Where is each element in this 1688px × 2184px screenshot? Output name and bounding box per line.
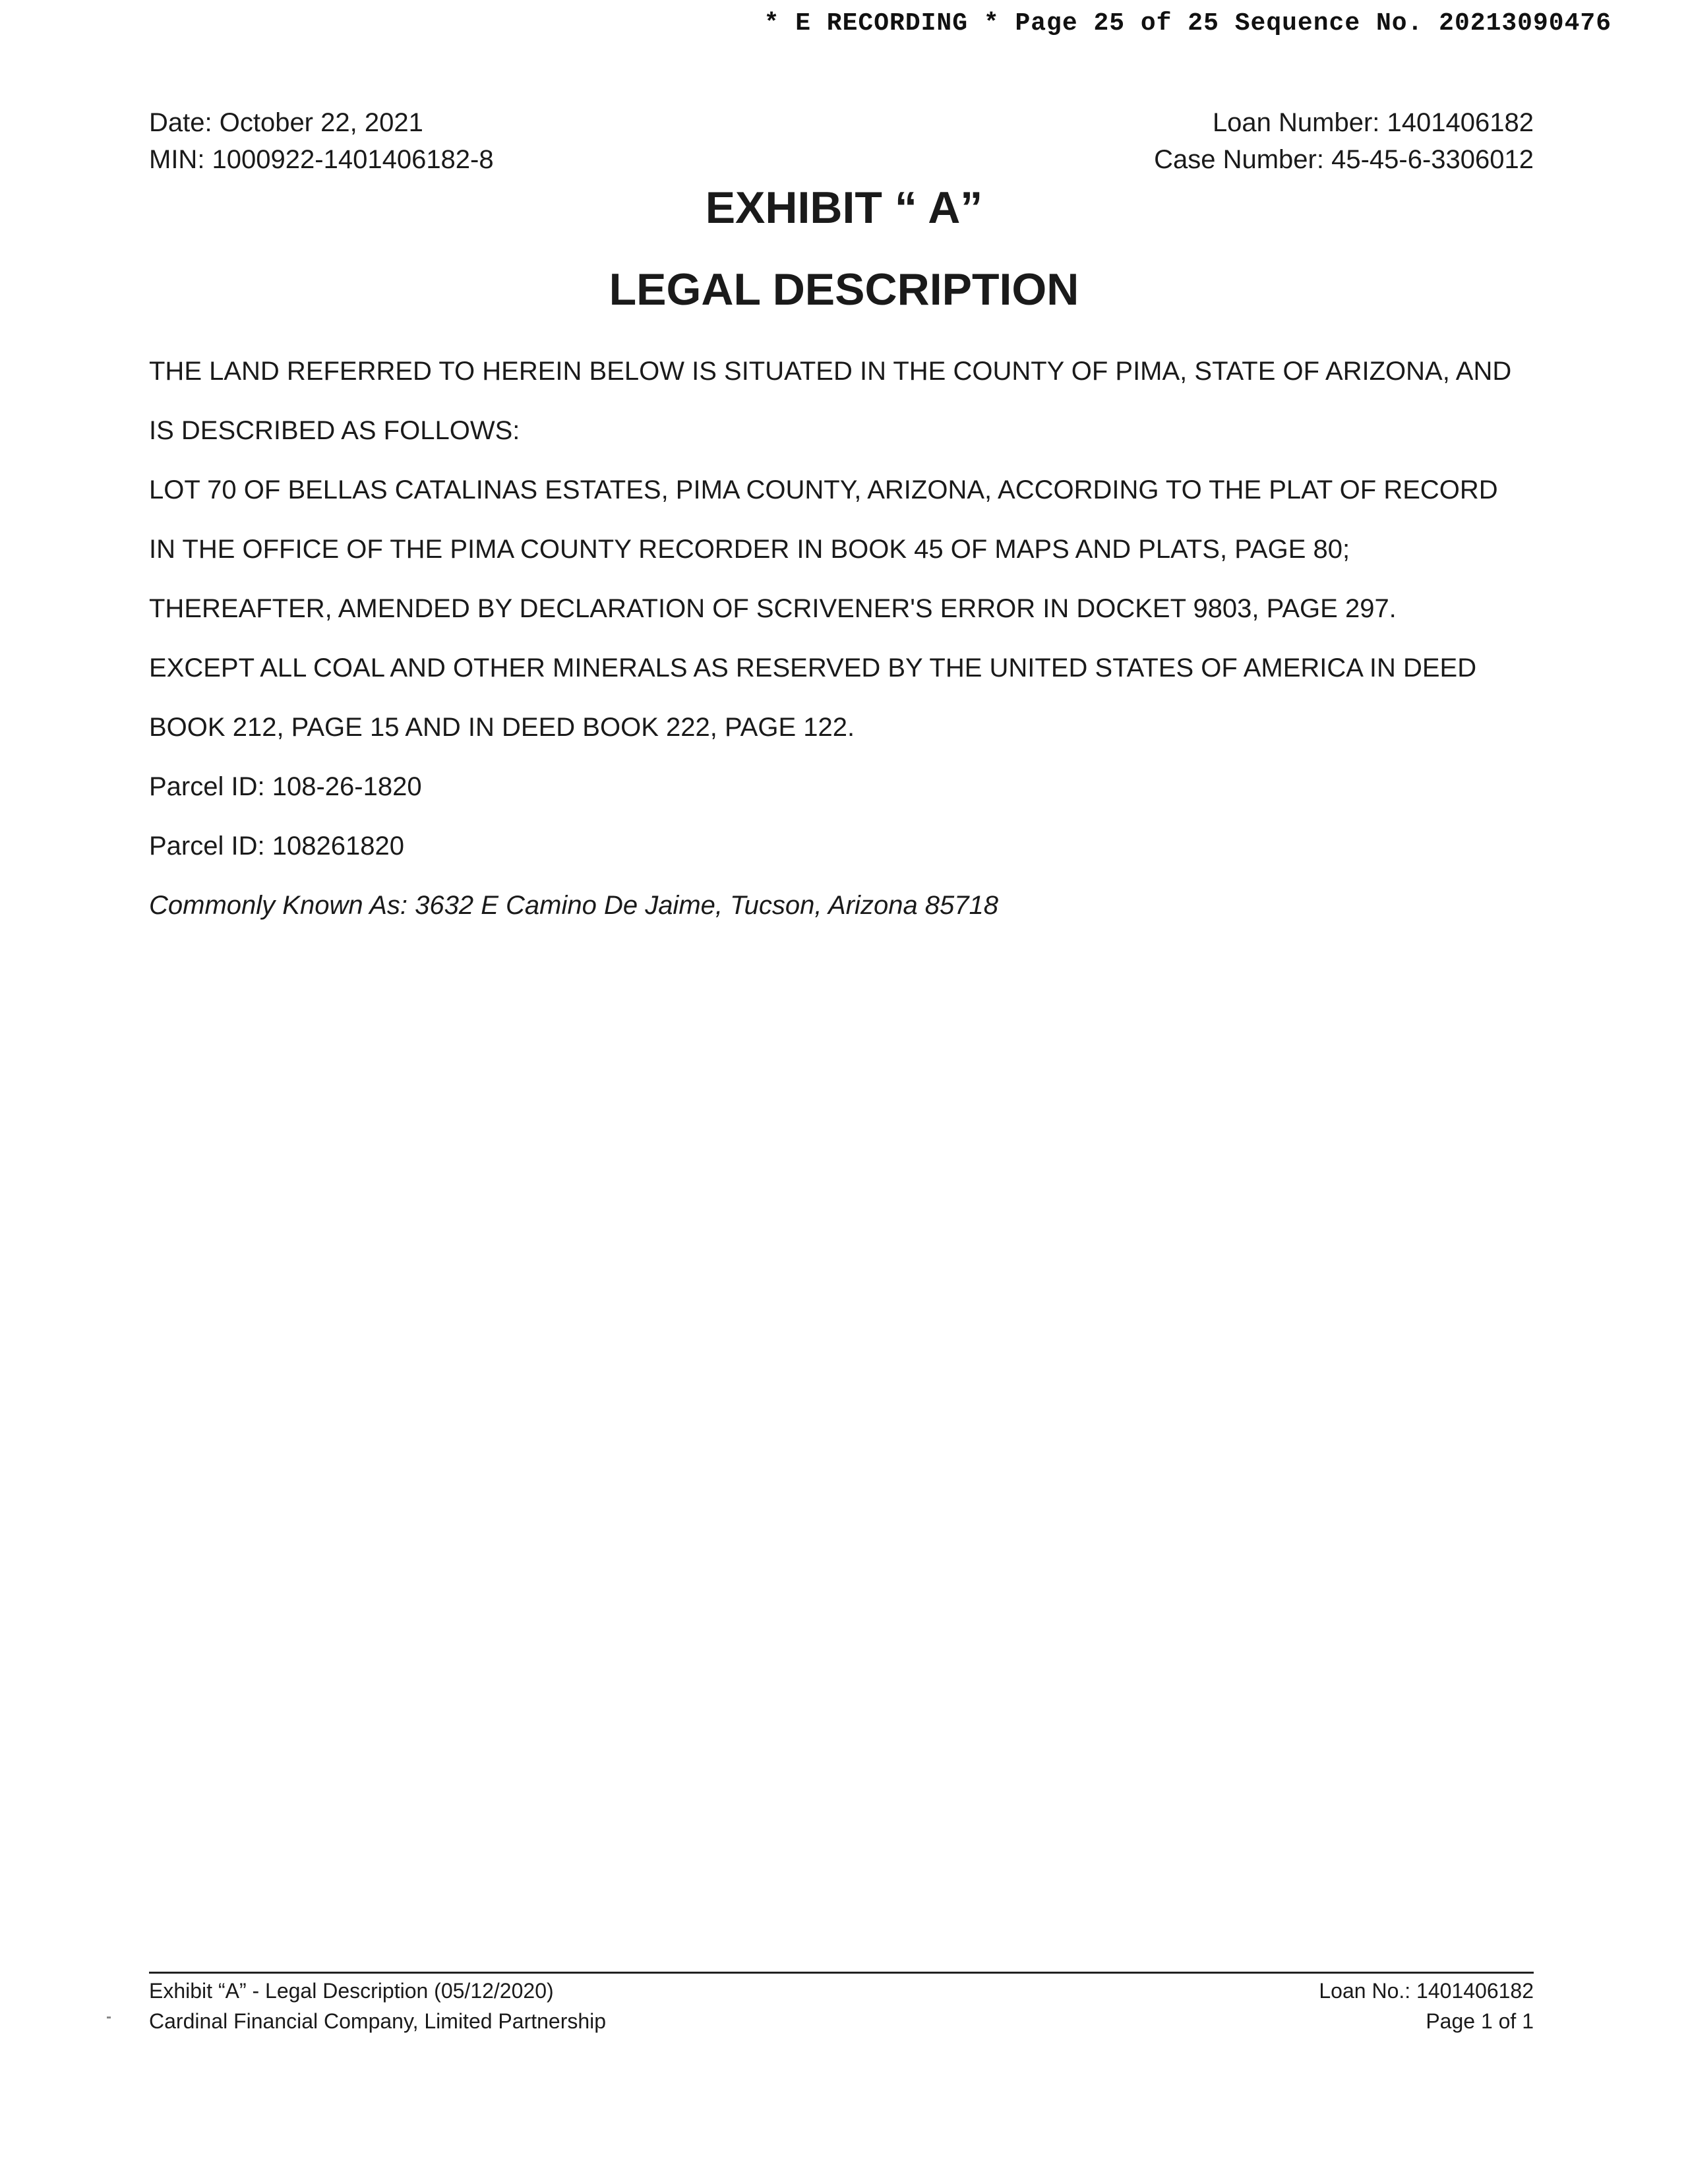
body-line: EXCEPT ALL COAL AND OTHER MINERALS AS RESERVED BY THE UNITED STATES OF AMERICA IN DEED <box>149 653 1477 682</box>
parcel-id: Parcel ID: 108261820 <box>149 832 404 861</box>
commonly-known-as: Commonly Known As: 3632 E Camino De Jaime, Tucson, Arizona 85718 <box>149 891 999 920</box>
body-line: BOOK 212, PAGE 15 AND IN DEED BOOK 222, PAGE 122. <box>149 713 855 742</box>
body-line: IN THE OFFICE OF THE PIMA COUNTY RECORDER IN BOOK 45 OF MAPS AND PLATS, PAGE 80; <box>149 535 1350 564</box>
scan-mark <box>107 2017 111 2018</box>
loan-number: Loan Number: 1401406182 <box>1212 108 1534 137</box>
recording-stamp: * E RECORDING * Page 25 of 25 Sequence No. 20213090476 <box>764 9 1612 38</box>
legal-description-body <box>149 342 1547 935</box>
footer-loan-number: Loan No.: 1401406182 <box>1319 1979 1534 2003</box>
body-line: LOT 70 OF BELLAS CATALINAS ESTATES, PIMA COUNTY, ARIZONA, ACCORDING TO THE PLAT OF RECORD <box>149 475 1498 504</box>
body-line: IS DESCRIBED AS FOLLOWS: <box>149 416 520 445</box>
legal-description-title: LEGAL DESCRIPTION <box>609 264 1079 315</box>
min-number: MIN: 1000922-1401406182-8 <box>149 145 494 174</box>
footer-form-title: Exhibit “A” - Legal Description (05/12/2020) <box>149 1979 554 2003</box>
footer-company: Cardinal Financial Company, Limited Partnership <box>149 2009 607 2033</box>
body-line: THEREAFTER, AMENDED BY DECLARATION OF SCRIVENER'S ERROR IN DOCKET 9803, PAGE 297. <box>149 594 1397 623</box>
body-line: THE LAND REFERRED TO HEREIN BELOW IS SITUATED IN THE COUNTY OF PIMA, STATE OF ARIZONA, AND <box>149 357 1512 386</box>
exhibit-title: EXHIBIT “ A” <box>705 183 983 233</box>
case-number: Case Number: 45-45-6-3306012 <box>1154 145 1534 174</box>
header-left <box>149 104 494 178</box>
document-date: Date: October 22, 2021 <box>149 108 423 137</box>
footer-page-number: Page 1 of 1 <box>1426 2009 1534 2033</box>
footer-right <box>1319 1976 1534 2036</box>
header-right <box>1154 104 1534 178</box>
footer-divider <box>149 1972 1534 1974</box>
parcel-id: Parcel ID: 108-26-1820 <box>149 772 422 801</box>
footer-left <box>149 1976 606 2036</box>
